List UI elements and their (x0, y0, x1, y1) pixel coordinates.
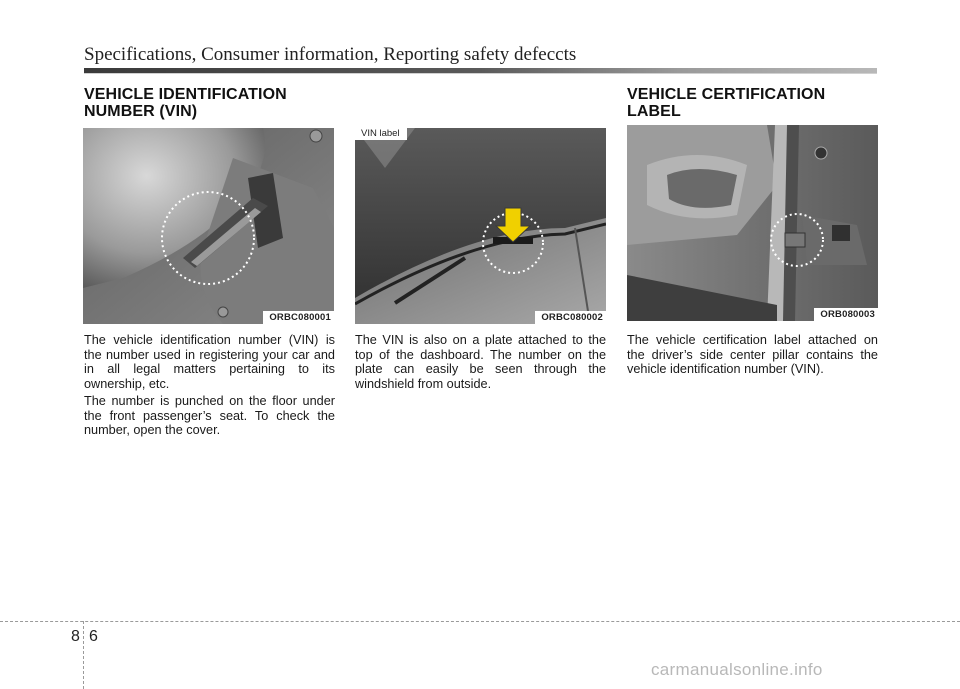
cert-paragraph: The vehicle certification label attached on the driver’s side center pillar contains the vehicle identification number (VIN). (627, 333, 878, 376)
cert-title-line1: VEHICLE CERTIFICATION (627, 86, 826, 103)
cert-title-line2: LABEL (627, 103, 681, 120)
pillar-illustration (627, 125, 878, 321)
figure-code: ORBC080002 (535, 311, 606, 324)
header-title: Specifications, Consumer information, Reporting safety defeccts (84, 44, 577, 65)
figure-code: ORB080003 (814, 308, 878, 321)
cert-section-title (627, 86, 825, 120)
footer-dashed-rule (0, 621, 960, 622)
vin-paragraph-2: The number is punched on the floor under the front passenger’s seat. To check the number, open the cover. (84, 394, 335, 437)
dashboard-paragraph: The VIN is also on a plate attached to the top of the dashboard. The number on the plate can easily be seen through the windshield from outside. (355, 333, 606, 391)
vin-title-line1: VEHICLE IDENTIFICATION (84, 86, 287, 103)
floor-seat-illustration (83, 128, 334, 324)
vin-callout-label: VIN label (361, 128, 400, 139)
vin-title-line2: NUMBER (VIN) (84, 103, 198, 120)
header-rule (84, 68, 877, 73)
vin-floor-figure (83, 128, 334, 324)
figure-code: ORBC080001 (263, 311, 334, 324)
page-number: 6 (89, 628, 98, 645)
dashboard-illustration (355, 128, 606, 324)
vin-dashboard-figure (355, 128, 606, 324)
footer-dashed-divider (83, 621, 84, 689)
site-watermark: carmanualsonline.info (651, 660, 823, 679)
cert-pillar-figure (627, 125, 878, 321)
vin-section-title (84, 86, 287, 120)
chapter-number: 8 (71, 628, 80, 645)
vin-paragraph-1: The vehicle identification number (VIN) is the number used in registering your car and in all legal matters pertaining to its ownership, etc. (84, 333, 335, 391)
